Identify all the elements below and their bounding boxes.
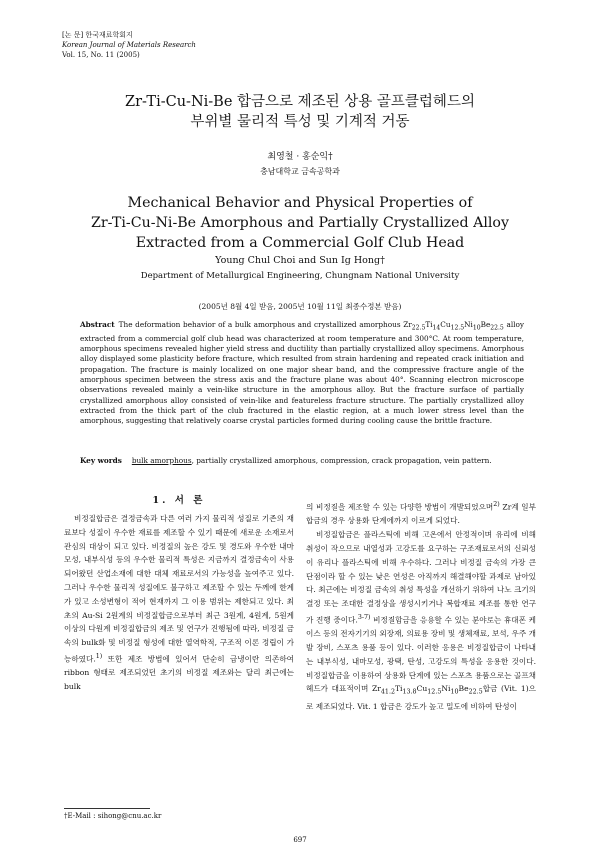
paragraph-text: 합금 (Vit. 1)으로 제조되었다. Vit. 1 합금은 강도가 높고 밀도에 비하여 탄성이 — [306, 684, 536, 711]
received-dates: (2005년 8월 4일 받음, 2005년 10월 11일 최종수정본 받음) — [198, 302, 402, 311]
citation: 3-7) — [357, 613, 371, 621]
abstract-sub-3: 12.5 — [450, 324, 465, 332]
journal-header — [62, 30, 196, 60]
abstract-text-1: The deformation behavior of a bulk amorphous and crystallized amorphous Zr — [118, 320, 412, 329]
formula-el: Ni — [441, 684, 451, 694]
formula-sub: 13.8 — [402, 688, 417, 696]
english-title-line1: Mechanical Behavior and Physical Properties of — [127, 195, 473, 211]
abstract-sub-5: 22.5 — [490, 324, 504, 332]
korean-title-line1: Zr-Ti-Cu-Ni-Be 합금으로 제조된 상용 골프클럽헤드의 — [125, 94, 475, 110]
korean-title-line2: 부위별 물리적 특성 및 기계적 거동 — [190, 114, 410, 130]
abstract-el-4: Ni — [464, 320, 473, 329]
paragraph-text: 비정질합금을 응용할 수 있는 분야로는 휴대폰 케이스 등의 전자기기의 외장재, 의료용 장비 및 생체재료, 보석, 우주 개발 장비, 스포츠 용품 등이 있다. 이러한 응용은 비정질합금이 나타내는 내부식성, 내마모성, 광택, 탄성, 고강도의 특성을 응용한 것이다. 비정질합금을 이용하여 상용화 단계에 있는 스포츠 용품으로는 골프채 헤드가 대표적이며 Zr — [306, 615, 536, 694]
keywords-label: Key words — [80, 456, 122, 465]
english-authors: Young Chul Choi and Sun Ig Hong† — [215, 255, 385, 266]
korean-authors: 최영철 · 홍순익† — [267, 152, 333, 162]
keyword-first: bulk amorphous — [131, 456, 192, 465]
keywords — [80, 456, 524, 466]
abstract-sub-2: 14 — [432, 324, 441, 332]
citation: 2) — [493, 501, 500, 508]
abstract-sub-1: 22.5 — [411, 324, 426, 332]
keywords-rest: , partially crystallized amorphous, compression, crack propagation, vein pattern. — [191, 456, 492, 465]
paragraph-text: 비정질합금은 플라스틱에 비해 고온에서 안정적이며 유리에 비해 취성이 작으므로 내열성과 고강도를 요구하는 구조재료로서의 신뢰성이 유리나 플라스틱에 비해 우수하다. 그러나 비정질 금속의 가장 큰 단점이라 할 수 있는 낮은 연성은 아직까지 해결해야할 과제로 남아있다. 최근에는 비정질 금속의 취성 특성을 개선하기 위하여 나노 크기의 결정 또는 조대한 결정상을 생성시키거나 복합재료 제조를 통한 연구가 진행 중이다. — [306, 530, 536, 625]
formula-sub: 10 — [450, 688, 459, 696]
formula-el: Be — [458, 684, 469, 694]
abstract-el-3: Cu — [440, 320, 451, 329]
formula-el: Cu — [416, 684, 428, 694]
korean-affiliation: 충남대학교 금속공학과 — [260, 167, 340, 176]
paragraph — [64, 512, 294, 694]
korean-title — [0, 92, 600, 132]
english-affiliation: Department of Metallurgical Engineering, Chungnam National University — [140, 271, 460, 281]
abstract-label: Abstract — [80, 320, 115, 329]
citation: 1) — [95, 652, 103, 660]
paragraph-text: Zr계 일부 합금의 경우 상용화 단계에까지 이르게 되었다. — [306, 502, 536, 526]
english-title-line3: Extracted from a Commercial Golf Club Head — [135, 235, 465, 251]
formula-el: Ti — [394, 684, 403, 694]
abstract — [80, 320, 524, 426]
paragraph — [306, 498, 536, 528]
paragraph-text: 비정질합금은 결정금속과 다른 여러 가지 물리적 성질로 기존의 재료보다 성질이 우수한 재료를 제조할 수 있기 때문에 새로운 소재로서 관심의 대상이 되고 있다. 비정질의 높은 강도 및 경도와 우수한 내마모성, 내부식성 등의 우수한 물리적 특성은 지금까지 결정금속이 사용되어왔던 산업소재에 대한 대체 재료로서의 가능성을 높여주고 있다. 그러나 우수한 물리적 성질에도 불구하고 제조할 수 있는 두께에 한계가 있고 소성변형이 적어 현재까지 그 이용 범위는 제한되고 있다. 최초의 Au-Si 2원계의 비정질합금으로부터 최근 3원계, 4원계, 5원계 이상의 다원계 비정질합금의 제조 및 연구가 진행됨에 따라, 비정질 금속의 bulk화 및 비정질 형성에 대한 열역학적, 구조적 이론 정립이 가능하였다. — [64, 514, 294, 664]
journal-header-line2: Korean Journal of Materials Research — [62, 41, 196, 49]
english-title-line2: Zr-Ti-Cu-Ni-Be Amorphous and Partially Crystallized Alloy — [91, 215, 509, 231]
paragraph-text: 의 비정질을 제조할 수 있는 다양한 방법이 개발되었으며 — [306, 502, 494, 512]
paragraph-text: 또한 제조 방법에 있어서 단순히 급냉이란 의존하여 ribbon 형태로 제조되었던 초기의 비정질 제조와는 달리 최근에는 bulk — [64, 654, 294, 692]
footnote-rule — [64, 808, 150, 809]
abstract-el-5: Be — [480, 320, 491, 329]
body-column-right — [306, 498, 536, 714]
abstract-el-2: Ti — [425, 320, 433, 329]
journal-header-line3: Vol. 15, No. 11 (2005) — [62, 51, 140, 59]
english-title — [0, 193, 600, 253]
body-column-left — [64, 512, 294, 694]
formula-sub: 41.2 — [380, 688, 395, 696]
formula-sub: 12.5 — [427, 688, 442, 696]
abstract-sub-4: 10 — [472, 324, 481, 332]
journal-header-line1: [논 문] 한국재료학회지 — [62, 31, 133, 39]
section-title-introduction: 1. 서 론 — [152, 495, 206, 506]
abstract-text-2: alloy extracted from a commercial golf club head was characterized at room temperature and 300°C. At room temperature, amorphous specimens revealed higher yield stress and ductility than partially crystallized alloy specimens. Amorphous alloy displayed some plasticity before fracture, which resulted from strain hardening and repeated crack initiation and propagation. The fracture is mainly localized on one major shear band, and the compressive fracture angle of the amorphous specimen between the stress axis and the fracture plane was about 40°. Scanning electron microscope observations revealed mainly a vein-like structure in the amorphous alloy. But the fracture surface of partially crystallized amorphous alloy consisted of vein-like and featureless fracture structure. The partially crystallized alloy extracted from the thick part of the club fractured in the elastic region, at a much lower stress level than the amorphous, suggesting that relatively coarse crystal particles formed during cooling cause the brittle fracture. — [80, 320, 525, 426]
corresponding-email-footnote: †E-Mail : sihong@cnu.ac.kr — [64, 812, 162, 820]
formula-sub: 22.5 — [468, 688, 483, 696]
paragraph — [306, 528, 536, 713]
page-number: 697 — [293, 836, 307, 844]
